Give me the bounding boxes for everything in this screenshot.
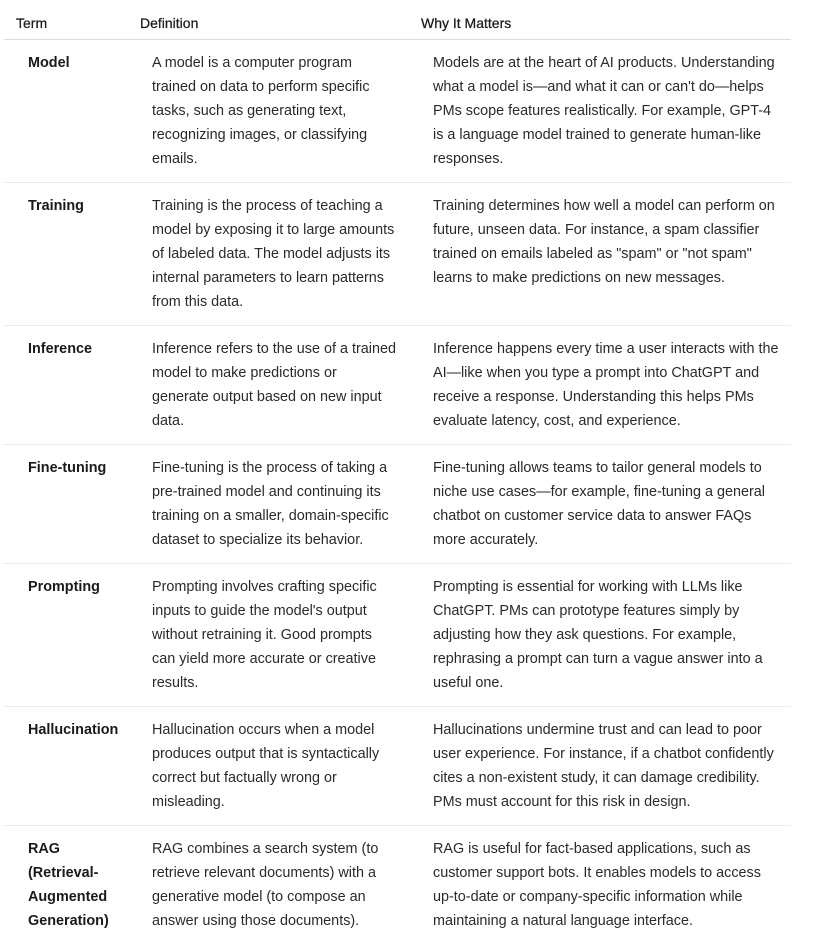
definition-cell: Inference refers to the use of a trained model to make predictions or generate output based on new input data.	[128, 326, 409, 445]
table-row	[4, 564, 791, 707]
term-cell: Prompting	[4, 564, 128, 707]
header-definition: Definition	[128, 0, 409, 40]
table-header	[4, 0, 791, 40]
definition-cell: Hallucination occurs when a model produces output that is syntactically correct but factually wrong or misleading.	[128, 707, 409, 826]
term-cell: Training	[4, 183, 128, 326]
header-row	[4, 0, 791, 40]
definition-cell: Fine-tuning is the process of taking a pre-trained model and continuing its training on a smaller, domain-specific dataset to specialize its behavior.	[128, 445, 409, 564]
glossary-table	[4, 0, 791, 944]
why-cell: Fine-tuning allows teams to tailor general models to niche use cases—for example, fine-tuning a general chatbot on customer service data to answer FAQs more accurately.	[409, 445, 791, 564]
term-cell: Model	[4, 40, 128, 183]
term-cell: Fine-tuning	[4, 445, 128, 564]
header-term: Term	[4, 0, 128, 40]
definition-cell: Prompting involves crafting specific inputs to guide the model's output without retraining it. Good prompts can yield more accurate or creative results.	[128, 564, 409, 707]
table-row	[4, 326, 791, 445]
why-cell: Inference happens every time a user interacts with the AI—like when you type a prompt into ChatGPT and receive a response. Understanding this helps PMs evaluate latency, cost, and experience.	[409, 326, 791, 445]
table-row	[4, 707, 791, 826]
why-cell: Models are at the heart of AI products. Understanding what a model is—and what it can or can't do—helps PMs scope features realistically. For example, GPT-4 is a language model trained to generate human-like responses.	[409, 40, 791, 183]
term-cell: RAG (Retrieval-Augmented Generation)	[4, 826, 128, 944]
header-why-it-matters: Why It Matters	[409, 0, 791, 40]
table-row	[4, 445, 791, 564]
why-cell: Training determines how well a model can perform on future, unseen data. For instance, a spam classifier trained on emails labeled as "spam" or "not spam" learns to make predictions on new messages.	[409, 183, 791, 326]
definition-cell: Training is the process of teaching a model by exposing it to large amounts of labeled data. The model adjusts its internal parameters to learn patterns from this data.	[128, 183, 409, 326]
table-row	[4, 826, 791, 944]
table-row	[4, 183, 791, 326]
why-cell: Prompting is essential for working with LLMs like ChatGPT. PMs can prototype features simply by adjusting how they ask questions. For example, rephrasing a prompt can turn a vague answer into a useful one.	[409, 564, 791, 707]
why-cell: Hallucinations undermine trust and can lead to poor user experience. For instance, if a chatbot confidently cites a non-existent study, it can damage credibility. PMs must account for this risk in design.	[409, 707, 791, 826]
why-cell: RAG is useful for fact-based applications, such as customer support bots. It enables models to access up-to-date or company-specific information while maintaining a natural language interface.	[409, 826, 791, 944]
table-row	[4, 40, 791, 183]
term-cell: Inference	[4, 326, 128, 445]
table-body	[4, 40, 791, 944]
definition-cell: RAG combines a search system (to retrieve relevant documents) with a generative model (to compose an answer using those documents).	[128, 826, 409, 944]
term-cell: Hallucination	[4, 707, 128, 826]
definition-cell: A model is a computer program trained on data to perform specific tasks, such as generating text, recognizing images, or classifying emails.	[128, 40, 409, 183]
